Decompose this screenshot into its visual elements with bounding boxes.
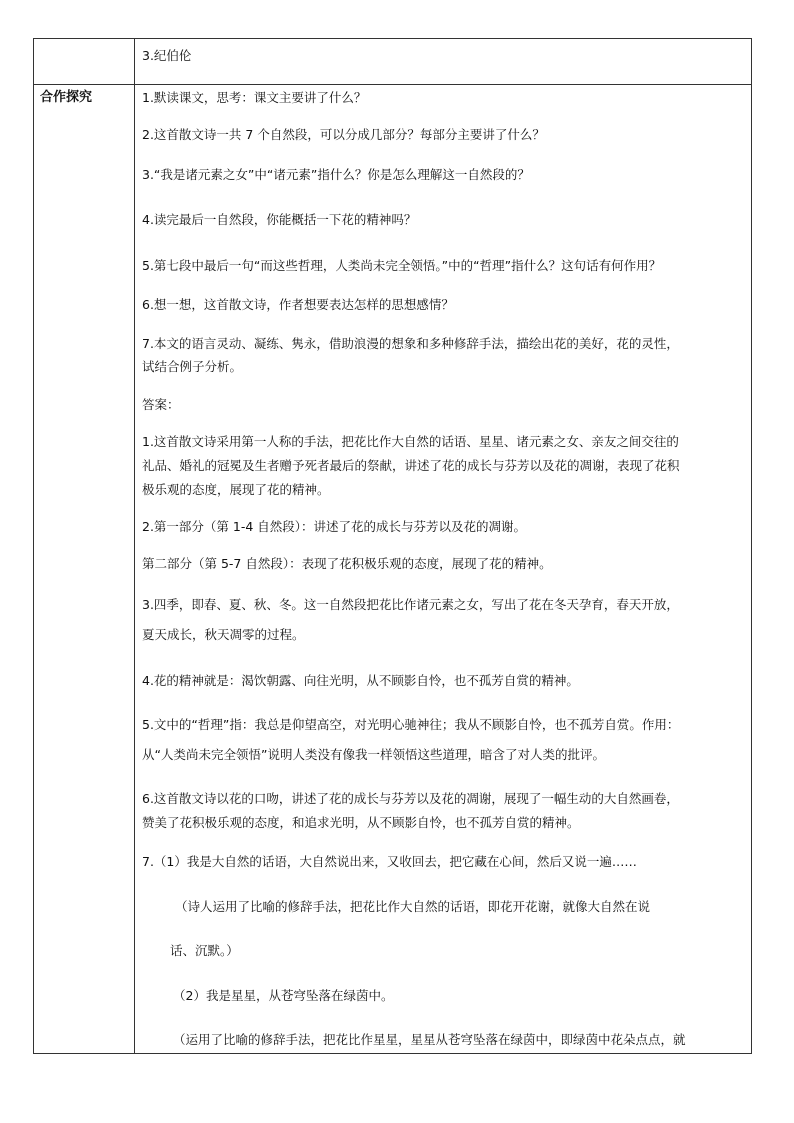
- row-divider: [34, 84, 751, 85]
- answer-line: 3.四季，即春、夏、秋、冬。这一自然段把花比作诸元素之女，写出了花在冬天孕育，春天开放，: [142, 597, 679, 612]
- top-row-text: 3.纪伯伦: [142, 48, 192, 63]
- answer-line: 第二部分（第 5-7 自然段）：表现了花积极乐观的态度，展现了花的精神。: [142, 556, 552, 571]
- question-3: 3.“我是诸元素之女”中“诸元素”指什么？你是怎么理解这一自然段的？: [142, 167, 530, 182]
- answer-line: （运用了比喻的修辞手法，把花比作星星，星星从苍穹坠落在绿茵中，即绿茵中花朵点点，就: [173, 1032, 686, 1047]
- question-6: 6.想一想，这首散文诗，作者想要表达怎样的思想感情？: [142, 297, 454, 312]
- question-7-line-1: 7.本文的语言灵动、凝练、隽永，借助浪漫的想象和多种修辞手法，描绘出花的美好，花的灵性，: [142, 336, 679, 351]
- answer-line: 2.第一部分（第 1-4 自然段）：讲述了花的成长与芬芳以及花的凋谢。: [142, 519, 527, 534]
- answer-label: 答案：: [142, 397, 180, 412]
- answer-line: 从“人类尚未完全领悟”说明人类没有像我一样领悟这些道理，暗含了对人类的批评。: [142, 747, 605, 762]
- question-1: 1.默读课文，思考：课文主要讲了什么？: [142, 90, 367, 105]
- answer-line: 礼品、婚礼的冠冕及生者赠予死者最后的祭献，讲述了花的成长与芬芳以及花的凋谢，表现了花积: [142, 458, 680, 473]
- answer-line: 极乐观的态度，展现了花的精神。: [142, 482, 330, 497]
- answer-line: 赞美了花积极乐观的态度，和追求光明，从不顾影自怜，也不孤芳自赏的精神。: [142, 815, 580, 830]
- column-divider: [134, 39, 135, 1053]
- answer-line: 5.文中的“哲理”指：我总是仰望高空，对光明心驰神往；我从不顾影自怜，也不孤芳自赏。作用：: [142, 717, 680, 732]
- question-5: 5.第七段中最后一句“而这些哲理，人类尚未完全领悟。”中的“哲理”指什么？这句话有何作用？: [142, 258, 662, 273]
- worksheet-table: [33, 38, 752, 1054]
- answer-line: 夏天成长，秋天凋零的过程。: [142, 627, 305, 642]
- answer-line: （诗人运用了比喻的修辞手法，把花比作大自然的话语，即花开花谢，就像大自然在说: [175, 899, 651, 914]
- section-label: 合作探究: [40, 90, 93, 105]
- question-7-line-2: 试结合例子分析。: [142, 359, 243, 374]
- question-2: 2.这首散文诗一共 7 个自然段，可以分成几部分？每部分主要讲了什么？: [142, 127, 545, 142]
- answer-line: 1.这首散文诗采用第一人称的手法，把花比作大自然的话语、星星、诸元素之女、亲友之间交往的: [142, 434, 679, 449]
- answer-line: 7.（1）我是大自然的话语，大自然说出来，又收回去，把它藏在心间，然后又说一遍……: [142, 854, 637, 869]
- answer-line: 4.花的精神就是：渴饮朝露、向往光明，从不顾影自怜，也不孤芳自赏的精神。: [142, 673, 579, 688]
- answer-line: 话、沉默。）: [170, 943, 239, 958]
- answer-line: （2）我是星星，从苍穹坠落在绿茵中。: [173, 988, 394, 1003]
- question-4: 4.读完最后一自然段，你能概括一下花的精神吗？: [142, 212, 417, 227]
- answer-line: 6.这首散文诗以花的口吻，讲述了花的成长与芬芳以及花的凋谢，展现了一幅生动的大自然画卷，: [142, 791, 679, 806]
